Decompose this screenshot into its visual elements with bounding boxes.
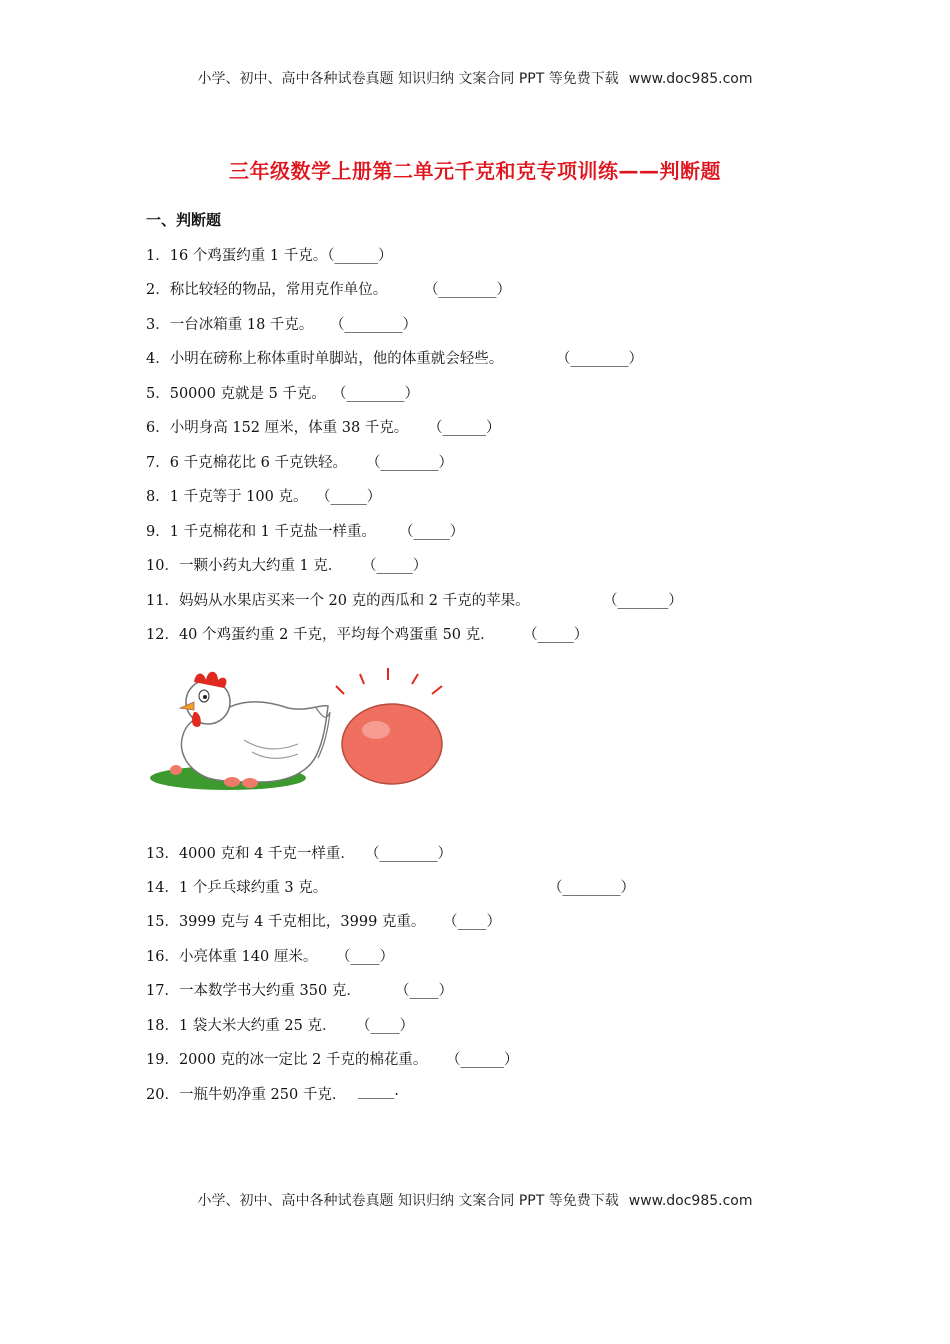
question-2 [146,278,511,299]
header-url[interactable]: www.doc985.com [628,71,753,87]
question-text: 4000 克和 4 千克一样重． [178,846,355,862]
answer-blank[interactable]: （____） [443,914,501,930]
question-number: 10． [146,558,179,574]
question-16 [146,945,394,966]
question-number: 19． [146,1052,179,1068]
answer-blank[interactable]: （________） [330,317,417,333]
hen-and-egg-illustration [148,660,458,800]
question-text: 一瓶牛奶净重 250 千克． [178,1087,347,1103]
answer-blank[interactable]: （____） [395,983,453,999]
question-text: 3999 克与 4 千克相比，3999 克重。 [178,914,426,930]
question-7 [146,451,453,472]
answer-blank[interactable]: （________） [424,282,511,298]
question-number: 9． [146,524,170,540]
question-number: 14． [146,880,179,896]
question-text: 妈妈从水果店买来一个 20 克的西瓜和 2 千克的苹果。 [178,593,530,609]
question-text: 1 千克棉花和 1 千克盐一样重。 [169,524,377,540]
question-number: 4． [146,351,170,367]
question-text: 一本数学书大约重 350 克． [178,983,361,999]
question-17 [146,979,453,1000]
question-number: 12． [146,627,179,643]
question-5 [146,382,419,403]
question-13 [146,842,452,863]
question-number: 13． [146,846,179,862]
question-4 [146,347,643,368]
question-number: 15． [146,914,179,930]
question-14 [146,876,635,897]
question-number: 18． [146,1018,179,1034]
question-19 [146,1048,519,1069]
question-number: 16． [146,949,179,965]
question-9 [146,520,465,541]
question-20 [146,1083,399,1104]
answer-blank[interactable]: （_____） [523,627,589,643]
question-number: 20． [146,1087,179,1103]
question-text: 称比较轻的物品，常用克作单位。 [169,282,388,298]
answer-blank[interactable]: （____） [356,1018,414,1034]
question-text: 小亮体重 140 厘米。 [178,949,318,965]
question-text: 16 个鸡蛋约重 1 千克。 [169,248,328,264]
answer-blank[interactable]: （_____） [362,558,428,574]
answer-blank[interactable]: （_______） [603,593,683,609]
question-number: 5． [146,386,170,402]
answer-blank[interactable]: （______） [428,420,501,436]
question-number: 11． [146,593,179,609]
question-number: 6． [146,420,170,436]
answer-blank[interactable]: （________） [332,386,419,402]
answer-blank[interactable]: （______） [446,1052,519,1068]
egg-icon [336,668,442,784]
answer-blank[interactable]: （________） [365,846,452,862]
header-text: 小学、初中、高中各种试卷真题 知识归纳 文案合同 PPT 等免费下载 [197,71,619,87]
question-11 [146,589,683,610]
question-number: 7． [146,455,170,471]
footer-url[interactable]: www.doc985.com [628,1193,753,1209]
question-8 [146,485,382,506]
question-text: 1 千克等于 100 克。 [169,489,308,505]
question-text: 50000 克就是 5 千克。 [169,386,326,402]
question-number: 8． [146,489,170,505]
question-text: 1 袋大米大约重 25 克． [178,1018,337,1034]
question-number: 17． [146,983,179,999]
question-text: 一颗小药丸大约重 1 克． [178,558,343,574]
question-number: 1． [146,248,170,264]
answer-blank[interactable]: （______） [320,248,393,264]
page-title: 三年级数学上册第二单元千克和克专项训练——判断题 [229,159,721,183]
question-number: 2． [146,282,170,298]
question-15 [146,910,501,931]
question-text: 小明在磅称上称体重时单脚站，他的体重就会轻些。 [169,351,504,367]
hen-icon [170,672,330,788]
answer-blank[interactable]: （________） [548,880,635,896]
answer-blank[interactable]: _____. [358,1083,399,1099]
answer-blank[interactable]: （_____） [316,489,382,505]
footer-text: 小学、初中、高中各种试卷真题 知识归纳 文案合同 PPT 等免费下载 [197,1193,619,1209]
question-3 [146,313,417,334]
question-number: 3． [146,317,170,333]
page-footer [0,1190,950,1210]
question-text: 2000 克的冰一定比 2 千克的棉花重。 [178,1052,428,1068]
question-text: 小明身高 152 厘米，体重 38 千克。 [169,420,409,436]
section-heading: 一、判断题 [146,211,222,229]
answer-blank[interactable]: （_____） [399,524,465,540]
question-18 [146,1014,414,1035]
question-text: 1 个乒乓球约重 3 克。 [178,880,328,896]
question-text: 40 个鸡蛋约重 2 千克，平均每个鸡蛋重 50 克． [178,627,495,643]
answer-blank[interactable]: （____） [336,949,394,965]
question-1 [146,244,393,265]
answer-blank[interactable]: （________） [366,455,453,471]
question-6 [146,416,501,437]
question-text: 一台冰箱重 18 千克。 [169,317,314,333]
question-12 [146,623,589,644]
question-10 [146,554,428,575]
answer-blank[interactable]: （________） [556,351,643,367]
page-header [0,68,950,88]
question-text: 6 千克棉花比 6 千克铁轻。 [169,455,348,471]
